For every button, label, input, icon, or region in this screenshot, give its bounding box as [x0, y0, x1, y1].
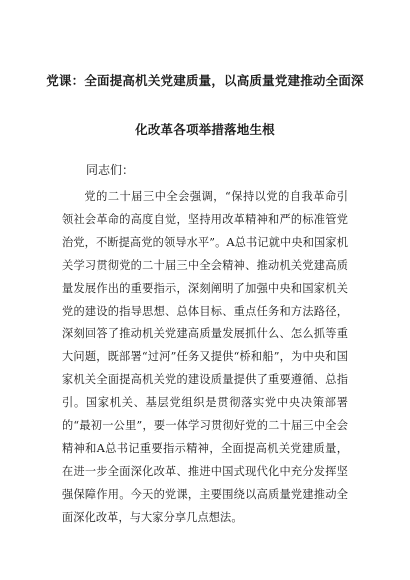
document-title-line-1: 党课：全面提高机关党建质量，以高质量党建推动全面深 [46, 73, 364, 88]
document-title-line-2: 化改革各项举措落地生根 [135, 122, 275, 137]
body-paragraph: 党的二十届三中全会强调，“保持以党的自我革命引领社会革命的高度自觉，坚持用改革精神和严的标准管党治党，不断提高党的领导水平”。A总书记就中央和国家机关学习贯彻党的二十届三中全会精神、推动机关党建高质量发展作出的重要指示，深刻阐明了加强中央和国家机关党的建设的指导思想、总体目标、重点任务和方法路径，深刻回答了推动机关党建高质量发展抓什么、怎么抓等重大问题，既部署“过河”任务又提供“桥和船”，为中央和国家机关全面提高机关党的建设质量提供了重要遵循、总指引。国家机关、基层党组织是贯彻落实党中央决策部署的“最初一公里”，要一体学习贯彻好党的二十届三中全会精神和A总书记重要指示精神，全面提高机关党建质量，在进一步全面深化改革、推进中国式现代化中充分发挥坚强保障作用。今天的党课，主要围绕以高质量党建推动全面深化改革，与大家分享几点想法。 [62, 190, 348, 524]
salutation: 同志们： [86, 163, 135, 177]
